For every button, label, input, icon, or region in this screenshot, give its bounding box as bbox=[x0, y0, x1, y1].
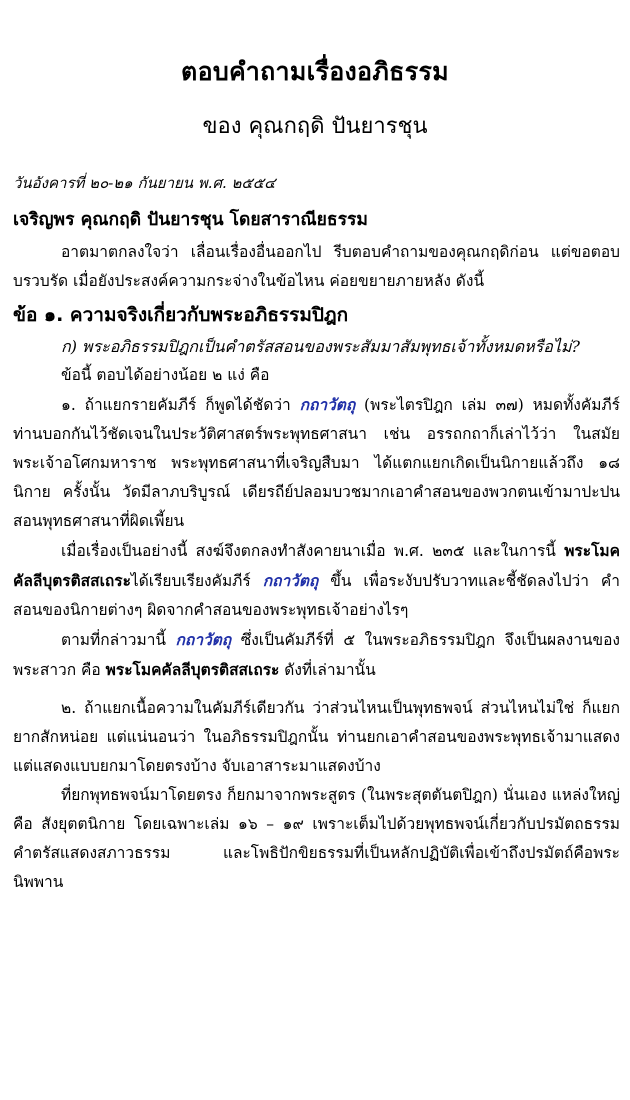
paragraph-2 bbox=[13, 536, 620, 625]
date-line: วันอังคารที่ ๒๐-๒๑ กันยายน พ.ศ. ๒๕๕๔ bbox=[13, 174, 276, 192]
kathavatthu-term: กถาวัตถุ bbox=[262, 571, 319, 590]
kathavatthu-term: กถาวัตถุ bbox=[299, 395, 356, 414]
document-body bbox=[13, 172, 620, 897]
question-paragraph: ก) พระอภิธรรมปิฎกเป็นคำตรัสสอนของพระสัมมาสัมพุทธเจ้าทั้งหมดหรือไม่? bbox=[61, 337, 581, 356]
p1-text-a: ๑. ถ้าแยกรายคัมภีร์ ก็พูดได้ชัดว่า bbox=[61, 396, 300, 414]
p2-text-a: เมื่อเรื่องเป็นอย่างนี้ สงฆ์จึงตกลงทำสังคายนาเมื่อ พ.ศ. ๒๓๕ และในการนี้ bbox=[61, 542, 565, 560]
paragraph-5: ที่ยกพุทธพจน์มาโดยตรง ก็ยกมาจากพระสูตร (ในพระสุตตันตปิฎก) นั่นเอง แหล่งใหญ่ คือ สังยุตตนิกาย โดยเฉพาะเล่ม ๑๖ – ๑๙ เพราะเต็มไปด้วยพุทธพจน์เกี่ยวกับปรมัตถธรรม คำตรัสแสดงสภาวธรรม และโพธิปักขิยธรรมที่เป็นหลักปฏิบัติเพื่อเข้าถึงปรมัตถ์คือพระนิพพาน bbox=[13, 786, 620, 891]
moggaliputta-name: พระโมคคัลลีบุตรติสสเถระ bbox=[105, 660, 280, 679]
paragraph-4: ๒. ถ้าแยกเนื้อความในคัมภีร์เดียวกัน ว่าส่วนไหนเป็นพุทธพจน์ ส่วนไหนไม่ใช่ ก็แยกยากสักหน่อย แต่แน่นอนว่า ในอภิธรรมปิฎกนั้น ท่านยกเอาคำสอนของพระพุทธเจ้ามาแสดง แต่แสดงแบบยกมาโดยตรงบ้าง จับเอาสาระมาแสดงบ้าง bbox=[13, 699, 620, 775]
paragraph-3 bbox=[13, 625, 620, 685]
p3-text-c: ดังที่เล่ามานั้น bbox=[279, 661, 376, 679]
paragraph-1 bbox=[13, 390, 620, 536]
p2-text-b: ได้เรียบเรียงคัมภีร์ bbox=[130, 572, 263, 590]
p3-text-a: ตามที่กล่าวมานี้ bbox=[61, 631, 176, 649]
answer-intro: ข้อนี้ ตอบได้อย่างน้อย ๒ แง่ คือ bbox=[61, 366, 270, 384]
greeting: เจริญพร คุณกฤดิ ปันยารชุน โดยสาราณียธรรม bbox=[13, 210, 368, 230]
page-title: ตอบคำถามเรื่องอภิธรรม bbox=[181, 57, 449, 86]
p3-text-b: ซึ่งเป็นคัมภีร์ที่ ๕ ในพระอภิธรรมปิฎก จึงเป็นผลงานของพระสาวก คือ bbox=[13, 631, 620, 679]
kathavatthu-term: กถาวัตถุ bbox=[175, 630, 232, 649]
p2-text-c: ขึ้น เพื่อระงับปรับวาทและชี้ชัดลงไปว่า คำสอนของนิกายต่างๆ ผิดจากคำสอนของพระพุทธเจ้าอย่างไรๆ bbox=[13, 572, 620, 619]
moggaliputta-name: พระโมคคัลลีบุตรติสสเถระ bbox=[13, 541, 620, 590]
section-heading: ข้อ ๑. ความจริงเกี่ยวกับพระอภิธรรมปิฎก bbox=[13, 304, 349, 326]
intro-paragraph: อาตมาตกลงใจว่า เลื่อนเรื่องอื่นออกไป รีบตอบคำถามของคุณกฤดิก่อน แต่ขอตอบบรวบรัด เมื่อยังประสงค์ความกระจ่างในข้อไหน ค่อยขยายภายหลัง ดังนี้ bbox=[13, 243, 620, 290]
page-subtitle: ของ คุณกฤดิ ปันยารชุน bbox=[202, 114, 428, 139]
p1-text-b: (พระไตรปิฎก เล่ม ๓๗) หมดทั้งคัมภีร์ ท่านบอกกันไว้ชัดเจนในประวัติศาสตร์พระพุทธศาสนา เช่น อรรถกถาก็เล่าไว้ว่า ในสมัยพระเจ้าอโศกมหาราช พระพุทธศาสนาที่เจริญสืบมา ได้แตกแยกเกิดเป็นนิกายแล้วถึง ๑๘ นิกาย ครั้งนั้น วัดมีลาภบริบูรณ์ เดียรถีย์ปลอมบวชมากเอาคำสอนของพวกตนเข้ามาปะปน สอนพุทธศาสนาที่ผิดเพี้ยน bbox=[13, 396, 621, 530]
